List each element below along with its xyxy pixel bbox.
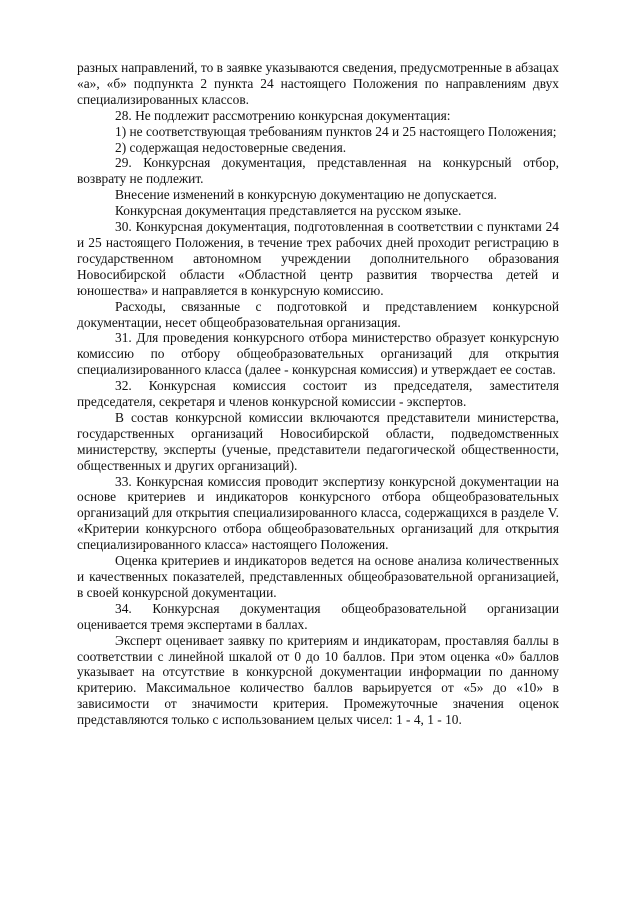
paragraph-item-33: 33. Конкурсная комиссия проводит экспертизу конкурсной документации на основе критериев и индикаторов конкурсного отбора общеобразовательных организаций для открытия специализированного класса, содержащихся в разделе V. «Критерии конкурсного отбора общеобразовательных организаций для открытия специализированного класса» настоящего Положения. [77,473,559,553]
paragraph-item-30-expenses: Расходы, связанные с подготовкой и представлением конкурсной документации, несет общеобразовательная организация. [77,298,559,330]
paragraph-item-29-language: Конкурсная документация представляется на русском языке. [115,203,462,219]
paragraph-item-29-changes: Внесение изменений в конкурсную документацию не допускается. [115,187,497,203]
document-body [77,60,559,728]
paragraph-item-34-scoring: Эксперт оценивает заявку по критериям и индикаторам, проставляя баллы в соответствии с линейной шкалой от 0 до 10 баллов. При этом оценка «0» баллов указывает на отсутствие в конкурсной документации информации по данному критерию. Максимальное количество баллов варьируется от «5» до «10» в зависимости от значимости критерия. Промежуточные значения оценок представляются только с использованием целых чисел: 1 - 4, 1 - 10. [77,632,559,728]
paragraph-item-33-evaluation: Оценка критериев и индикаторов ведется на основе анализа количественных и качественных показателей, представленных общеобразовательной организацией, в своей конкурсной документации. [77,553,559,600]
paragraph-item-28-2: 2) содержащая недостоверные сведения. [115,139,347,155]
paragraph-item-28-1: 1) не соответствующая требованиям пунктов 24 и 25 настоящего Положения; [115,123,557,139]
paragraph-item-28: 28. Не подлежит рассмотрению конкурсная документация: [115,107,451,123]
paragraph-continuation: разных направлений, то в заявке указываются сведения, предусмотренные в абзацах «а», «б» подпункта 2 пункта 24 настоящего Положения по направлениям двух специализированных классов. [77,60,559,107]
paragraph-item-32-members: В состав конкурсной комиссии включаются представители министерства, государственных организаций Новосибирской области, подведомственных министерству, эксперты (ученые, представители педагогической общественности, общественных и других организаций). [77,409,559,473]
paragraph-item-31: 31. Для проведения конкурсного отбора министерство образует конкурсную комиссию по отбору общеобразовательных организаций для открытия специализированного класса (далее - конкурсная комиссия) и утверждает ее состав. [77,330,559,378]
paragraph-item-30: 30. Конкурсная документация, подготовленная в соответствии с пунктами 24 и 25 настоящего Положения, в течение трех рабочих дней проходит регистрацию в государственном автономном учреждении дополнительного образования Новосибирской области «Областной центр развития творчества детей и юношества» и направляется в конкурсную комиссию. [77,219,559,298]
paragraph-item-34: 34. Конкурсная документация общеобразовательной организации оценивается тремя экспертами в баллах. [77,600,559,632]
paragraph-item-32: 32. Конкурсная комиссия состоит из председателя, заместителя председателя, секретаря и членов конкурсной комиссии - экспертов. [77,378,559,410]
paragraph-item-29: 29. Конкурсная документация, представленная на конкурсный отбор, возврату не подлежит. [77,155,559,187]
